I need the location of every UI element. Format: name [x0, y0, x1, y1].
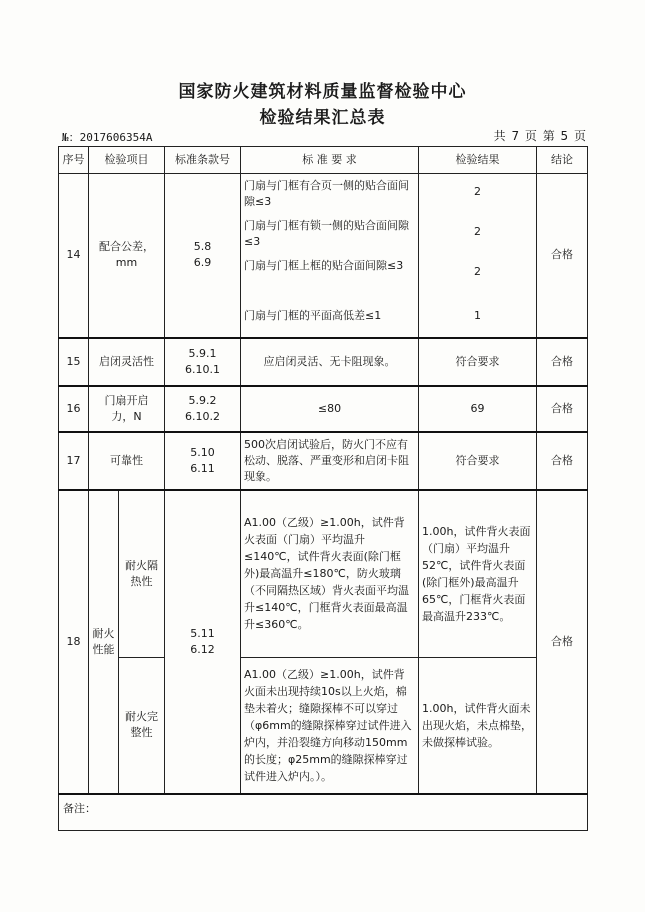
- requirement-item: 门扇与门框有合页一侧的贴合面间隙≤3: [244, 179, 409, 208]
- row-result: 符合要求: [419, 338, 537, 386]
- sub-requirement: A1.00（乙级）≥1.00h，试件背火表面（门扇）平均温升≤140℃，试件背火表面(除门框外)最高温升≤180℃，防火玻璃（不同隔热区域）背火表面平均温升≤140℃，门框背火表面最高温升≤360℃。: [241, 490, 419, 658]
- document-number: №：2017606354A: [62, 131, 153, 144]
- table-row: [59, 658, 588, 794]
- sub-item-text: 耐火隔热性: [125, 558, 158, 588]
- row-result-group: [419, 174, 537, 338]
- requirement-item: 门扇与门框的平面高低差≤1: [244, 309, 382, 322]
- row-item: 可靠性: [89, 432, 165, 490]
- row-seq: 18: [59, 490, 89, 794]
- row-result: 符合要求: [419, 432, 537, 490]
- result-item: 1: [474, 309, 481, 322]
- row-requirement: ≤80: [241, 386, 419, 432]
- result-item: 2: [474, 225, 481, 238]
- row-requirement: 500次启闭试验后，防火门不应有松动、脱落、严重变形和启闭卡阻现象。: [241, 432, 419, 490]
- remarks-label: 备注：: [63, 801, 96, 815]
- sub-item: [119, 490, 165, 658]
- requirement-item: 门扇与门框有锁一侧的贴合面间隙≤3: [244, 219, 409, 248]
- row-requirement-group: [241, 174, 419, 338]
- row-conclusion: 合格: [537, 174, 588, 338]
- sub-requirement: A1.00（乙级）≥1.00h，试件背火面未出现持续10s以上火焰，棉垫未着火；缝隙探棒不可以穿过（φ6mm的缝隙探棒穿过试件进入炉内，并沿裂缝方向移动150mm的长度；φ25mm的缝隙探棒穿过试件进入炉内。）。: [241, 658, 419, 794]
- table-title: 检验结果汇总表: [259, 108, 386, 128]
- row-requirement: 应启闭灵活、无卡阻现象。: [241, 338, 419, 386]
- remarks-row: [59, 794, 588, 831]
- table-row: [59, 386, 588, 432]
- row-conclusion: 合格: [537, 386, 588, 432]
- requirement-item: 门扇与门框上框的贴合面间隙≤3: [244, 259, 404, 272]
- sub-item: [119, 658, 165, 794]
- row-seq: 17: [59, 432, 89, 490]
- row-clause: 5.9.1 6.10.1: [165, 338, 241, 386]
- row-conclusion: 合格: [537, 338, 588, 386]
- table-row: [59, 174, 588, 338]
- sub-item-text: 耐火完整性: [125, 710, 158, 740]
- row-clause: 5.11 6.12: [165, 490, 241, 794]
- row-clause: 5.9.2 6.10.2: [165, 386, 241, 432]
- row-item-text: 门扇开启力，N: [104, 393, 149, 423]
- row-item-text: 耐火性能: [92, 626, 115, 656]
- row-item: [89, 386, 165, 432]
- results-table: [58, 146, 588, 831]
- row-seq: 14: [59, 174, 89, 338]
- remarks-cell: [59, 794, 588, 831]
- table-row: [59, 490, 588, 658]
- result-item: 2: [474, 265, 481, 278]
- sub-result: 1.00h，试件背火面未出现火焰，未点棉垫，未做探棒试验。: [419, 658, 537, 794]
- row-seq: 16: [59, 386, 89, 432]
- header-conclusion: 结论: [537, 147, 588, 174]
- row-clause: 5.8 6.9: [165, 174, 241, 338]
- page-number: 共 7 页 第 5 页: [493, 129, 587, 143]
- center-title: 国家防火建筑材料质量监督检验中心: [178, 82, 467, 102]
- header-item: 检验项目: [89, 147, 165, 174]
- table-header-row: [59, 147, 588, 174]
- table-row: [59, 338, 588, 386]
- header-result: 检验结果: [419, 147, 537, 174]
- header-clause: 标准条款号: [165, 147, 241, 174]
- row-conclusion: 合格: [537, 490, 588, 794]
- row-seq: 15: [59, 338, 89, 386]
- row-item: [89, 174, 165, 338]
- row-result: 69: [419, 386, 537, 432]
- row-clause: 5.10 6.11: [165, 432, 241, 490]
- row-item: [89, 490, 119, 794]
- row-conclusion: 合格: [537, 432, 588, 490]
- sub-result: 1.00h，试件背火表面（门扇）平均温升52℃，试件背火表面(除门框外)最高温升65℃，门框背火表面最高温升233℃。: [419, 490, 537, 658]
- row-item: 启闭灵活性: [89, 338, 165, 386]
- result-item: 2: [474, 185, 481, 198]
- header-requirement: 标 准 要 求: [241, 147, 419, 174]
- table-row: [59, 432, 588, 490]
- header-seq: 序号: [59, 147, 89, 174]
- row-item-text: 配合公差，mm: [99, 240, 154, 270]
